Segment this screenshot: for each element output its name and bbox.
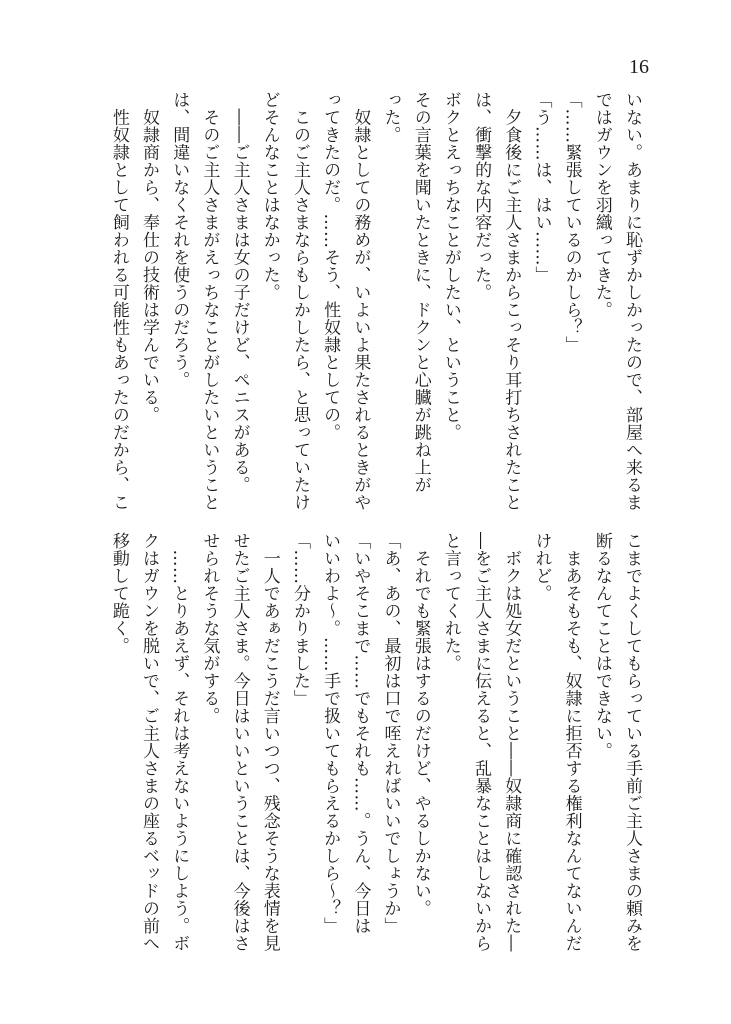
text-column: と言ってくれた。 bbox=[440, 532, 461, 672]
text-column: ……とりあえず、それは考えないようにしよう。ボ bbox=[169, 532, 190, 952]
text-column: は、間違いなくそれを使うのだろう。 bbox=[169, 91, 190, 389]
text-column: それでも緊張はするのだけど、やるしかない。 bbox=[410, 532, 431, 917]
text-column: せられそうな気がする。 bbox=[199, 532, 220, 725]
text-column: 「……緊張しているのかしら？」 bbox=[561, 91, 582, 354]
text-column: ボクは処女だということ――奴隷商に確認された― bbox=[501, 532, 522, 952]
text-column: 「……分かりました」 bbox=[289, 532, 310, 707]
text-column: そのご主人さまがえっちなことがしたいということ bbox=[199, 91, 220, 511]
text-column: せたご主人さま。今日はいいということは、今後はさ bbox=[229, 532, 250, 952]
text-column: どそんなことはなかった。 bbox=[259, 91, 280, 301]
text-column: その言葉を聞いたときに、ドクンと心臓が跳ね上が bbox=[410, 91, 431, 494]
text-column: けれど。 bbox=[531, 532, 552, 602]
text-column: 奴隷商から、奉仕の技術は学んでいる。 bbox=[139, 91, 159, 424]
text-column: 断るなんてことはできない。 bbox=[591, 532, 612, 760]
text-column: 性奴隷として飼われる可能性もあったのだから、こ bbox=[108, 91, 129, 511]
text-column: 「う……は、はい……」 bbox=[531, 91, 552, 284]
text-column: このご主人さまならもしかしたら、と思っていたけ bbox=[289, 91, 310, 511]
text-column: った。 bbox=[380, 91, 401, 144]
text-column: まあそもそも、奴隷に拒否する権利なんてないんだ bbox=[561, 532, 582, 952]
text-column: ではガウンを羽織ってきた。 bbox=[591, 91, 612, 319]
text-column: 夕食後にご主人さまからこっそり耳打ちされたこと bbox=[501, 91, 522, 511]
text-block-bottom bbox=[102, 532, 647, 952]
text-block-top bbox=[102, 91, 647, 511]
text-column: は、衝撃的な内容だった。 bbox=[471, 91, 492, 301]
text-column: ―をご主人さまに伝えると、乱暴なことはしないから bbox=[471, 532, 492, 952]
text-column: ってきたのだ。……そう、性奴隷としての。 bbox=[320, 91, 341, 441]
text-column: いいわよ～。……手で扱いてもらえるかしら～？」 bbox=[320, 532, 341, 935]
text-column: ――ご主人さまは女の子だけど、ペニスがある。 bbox=[229, 91, 250, 494]
text-column: ボクとえっちなことがしたい、ということ。 bbox=[440, 91, 461, 441]
text-column: 一人であぁだこうだ言いつつ、残念そうな表情を見 bbox=[259, 532, 280, 952]
text-column: いない。あまりに恥ずかしかったので、部屋へ来るま bbox=[622, 91, 642, 511]
text-column: 奴隷としての務めが、いよいよ果たされるときがや bbox=[350, 91, 371, 511]
text-column: 「いやそこまで……でもそれも……。うん、今日は bbox=[350, 532, 371, 935]
page-number: 16 bbox=[629, 56, 649, 78]
text-column: 「あ、あの、最初は口で咥えればいいでしょうか」 bbox=[380, 532, 401, 935]
text-column: 移動して跪く。 bbox=[108, 532, 129, 655]
text-column: クはガウンを脱いで、ご主人さまの座るベッドの前へ bbox=[139, 532, 159, 952]
text-column: こまでよくしてもらっている手前ご主人さまの頼みを bbox=[622, 532, 642, 952]
